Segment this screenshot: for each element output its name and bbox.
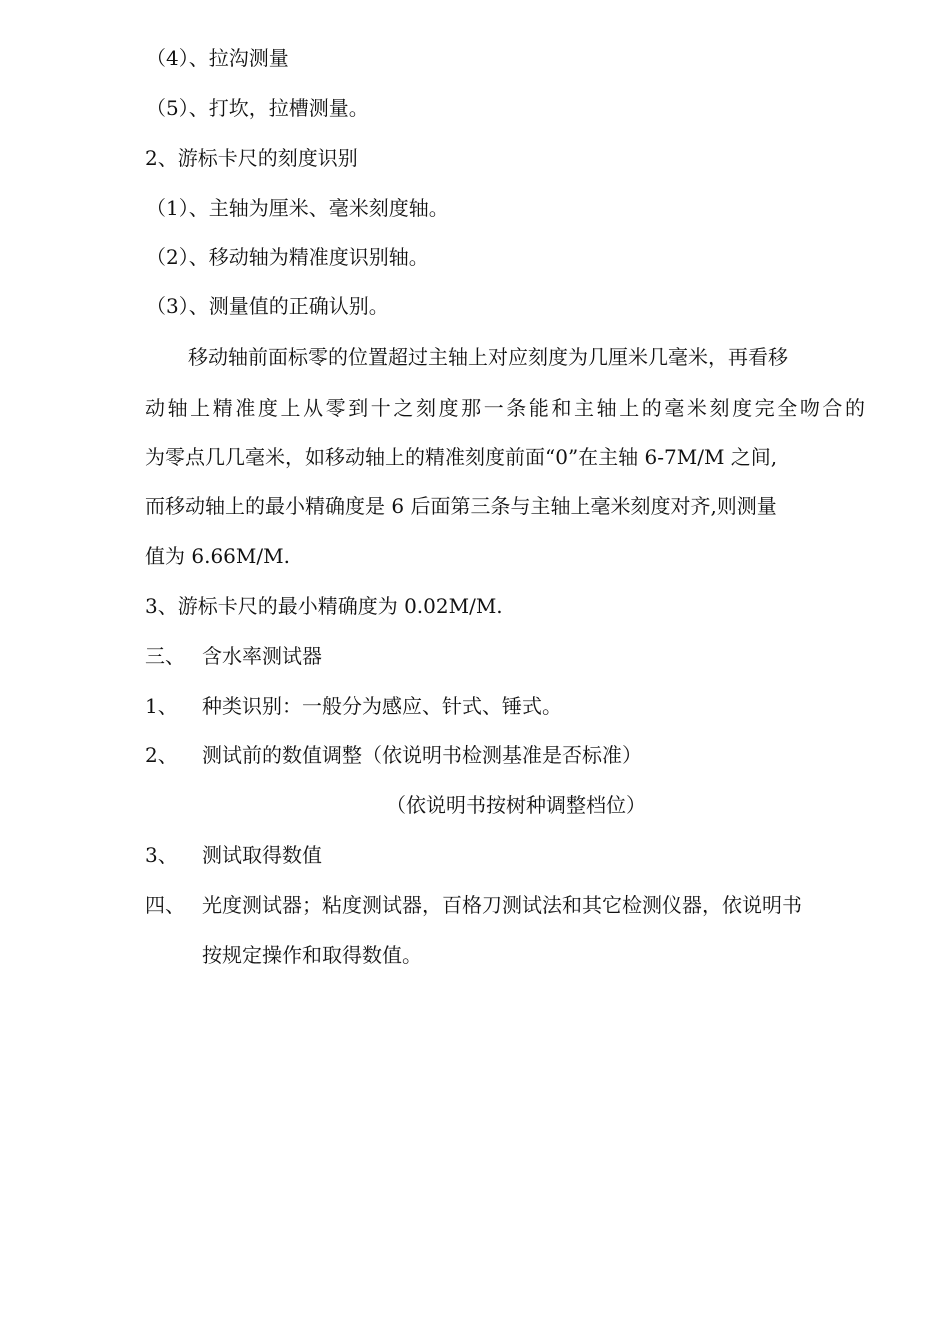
- paragraph-line: 为零点几几毫米，如移动轴上的精准刻度前面“0”在主轴 6-7M/M 之间,: [145, 445, 778, 469]
- section-number: 四、: [145, 893, 185, 917]
- paragraph-line: 值为 6.66M/M.: [145, 544, 290, 568]
- list-item: [145, 686, 865, 726]
- section-number: 三、: [145, 644, 185, 668]
- item-number: 2、: [145, 743, 178, 767]
- item-text: 种类识别：一般分为感应、针式、锤式。: [202, 694, 562, 718]
- list-item: [145, 735, 865, 775]
- section-title: 含水率测试器: [202, 644, 322, 668]
- section-heading: 3、游标卡尺的最小精确度为 0.02M/M.: [145, 594, 503, 618]
- section-heading: 2、游标卡尺的刻度识别: [145, 146, 358, 170]
- text-line: （5）、打坎，拉槽测量。: [146, 96, 369, 120]
- item-text: 测试前的数值调整（依说明书检测基准是否标准）: [202, 743, 642, 767]
- list-item: [145, 835, 865, 875]
- text-line: （1）、主轴为厘米、毫米刻度轴。: [146, 196, 449, 220]
- section-text-continuation: 按规定操作和取得数值。: [202, 943, 422, 967]
- item-subnote: （依说明书按树种调整档位）: [386, 793, 646, 817]
- paragraph-line: 动轴上精准度上从零到十之刻度那一条能和主轴上的毫米刻度完全吻合的: [145, 396, 865, 420]
- section-heading: [145, 885, 865, 925]
- paragraph-line: 而移动轴上的最小精确度是 6 后面第三条与主轴上毫米刻度对齐,则测量: [145, 494, 777, 518]
- section-heading: [145, 636, 865, 676]
- item-text: 测试取得数值: [202, 843, 322, 867]
- section-text: 光度测试器；粘度测试器，百格刀测试法和其它检测仪器，依说明书: [202, 893, 802, 917]
- text-line: （2）、移动轴为精准度识别轴。: [146, 245, 429, 269]
- paragraph-line: 移动轴前面标零的位置超过主轴上对应刻度为几厘米几毫米，再看移: [188, 345, 788, 369]
- item-number: 3、: [145, 843, 178, 867]
- text-line: （3）、测量值的正确认别。: [146, 294, 389, 318]
- text-line: （4）、拉沟测量: [146, 46, 289, 70]
- item-number: 1、: [145, 694, 178, 718]
